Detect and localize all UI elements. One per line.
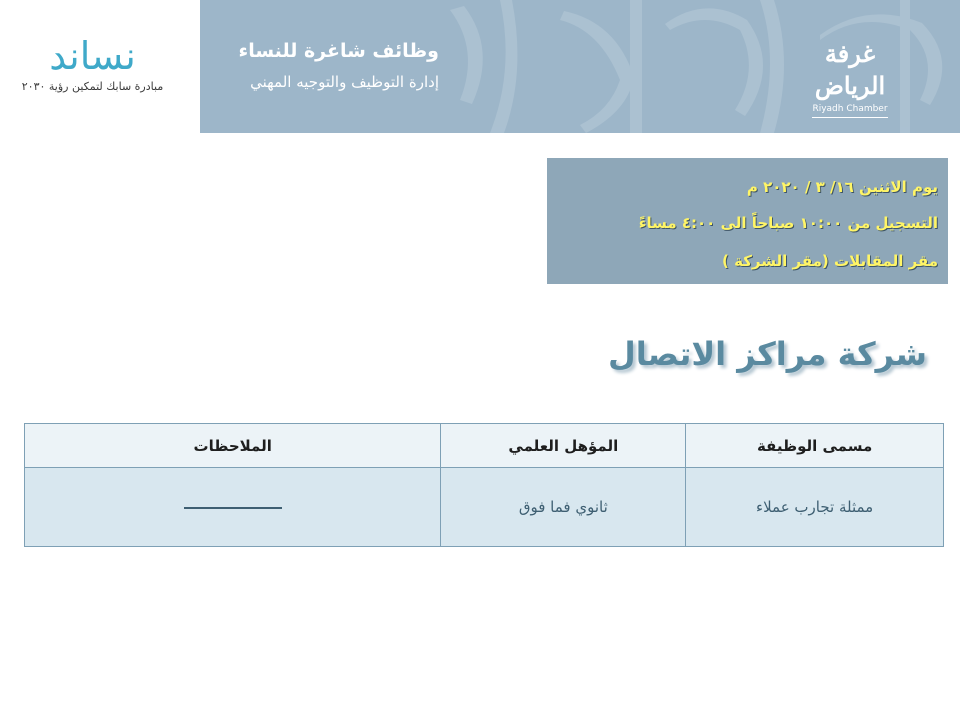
nasand-logo-tagline: مبادرة سابك لتمكين رؤية ٢٠٣٠ — [21, 80, 164, 93]
empty-notes-dash — [184, 507, 282, 509]
table-header-row — [25, 424, 944, 468]
riyadh-chamber-logo-arabic: غرفة الرياض — [814, 39, 886, 100]
cell-job-title: ممثلة تجارب عملاء — [686, 468, 944, 547]
riyadh-chamber-logo-english: Riyadh Chamber — [812, 104, 888, 114]
header-notes: الملاحظات — [25, 424, 441, 468]
nasand-logo — [20, 32, 165, 112]
nasand-logo-word: نساند — [49, 34, 136, 78]
riyadh-chamber-logo — [795, 38, 905, 114]
header-banner — [200, 0, 960, 133]
logo-underline — [812, 117, 888, 118]
cell-notes — [25, 468, 441, 547]
jobs-table — [24, 423, 944, 547]
company-title: شركة مراكز الاتصال — [608, 335, 927, 373]
header-job-title: مسمى الوظيفة — [686, 424, 944, 468]
table-row — [25, 468, 944, 547]
event-date: يوم الاثنين ١٦/ ٣ / ٢٠٢٠ م — [746, 178, 938, 196]
banner-title: وظائف شاغرة للنساء — [238, 40, 439, 62]
banner-subtitle: إدارة التوظيف والتوجيه المهني — [250, 73, 439, 91]
event-info-box — [547, 158, 948, 284]
registration-time: التسجيل من ١٠:٠٠ صباحاً الى ٤:٠٠ مساءً — [638, 214, 938, 232]
cell-qualification: ثانوي فما فوق — [441, 468, 686, 547]
interview-location: مقر المقابلات (مقر الشركة ) — [722, 252, 938, 270]
header-qualification: المؤهل العلمي — [441, 424, 686, 468]
